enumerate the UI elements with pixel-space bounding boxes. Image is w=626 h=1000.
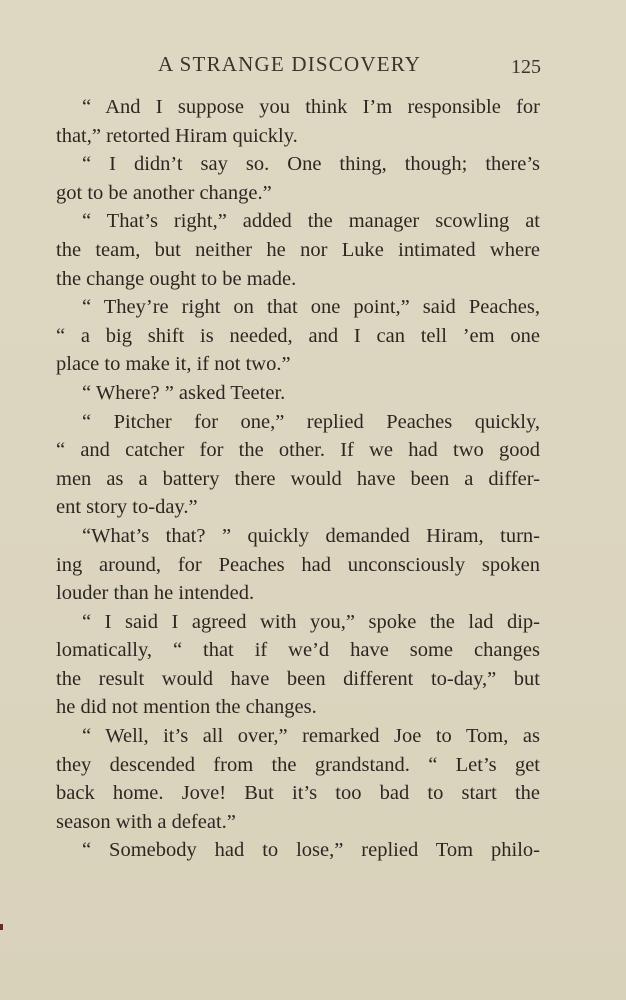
body-text <box>56 93 540 865</box>
text-line: “ Well, it’s all over,” remarked Joe to Tom, as <box>82 725 540 748</box>
text-line: ent story to-day.” <box>56 496 198 519</box>
text-line: place to make it, if not two.” <box>56 353 291 376</box>
text-line: louder than he intended. <box>56 582 255 605</box>
text-line: the team, but neither he nor Luke intimated where <box>56 238 540 261</box>
text-line: “ They’re right on that one point,” said Peaches, <box>82 296 540 319</box>
text-line: ing around, for Peaches had unconsciously spoken <box>56 553 540 576</box>
text-line: men as a battery there would have been a differ- <box>56 467 540 490</box>
text-line: that,” retorted Hiram quickly. <box>56 124 298 147</box>
text-line: season with a defeat.” <box>56 810 236 833</box>
text-line: they descended from the grandstand. “ Let’s get <box>56 753 540 776</box>
text-line: “ Pitcher for one,” replied Peaches quickly, <box>82 410 540 433</box>
text-line: “ a big shift is needed, and I can tell ’em one <box>56 324 540 347</box>
text-line: “ And I suppose you think I’m responsible for <box>82 96 540 118</box>
page-number: 125 <box>511 56 541 78</box>
margin-mark <box>0 924 3 930</box>
text-line: “ I said I agreed with you,” spoke the lad dip- <box>82 610 540 633</box>
text-line: “ Where? ” asked Teeter. <box>82 381 286 404</box>
text-line: the change ought to be made. <box>56 267 297 290</box>
page-header <box>0 52 626 82</box>
text-line: “ Somebody had to lose,” replied Tom philo- <box>82 839 540 862</box>
text-line: back home. Jove! But it’s too bad to start the <box>56 782 540 805</box>
running-title: A STRANGE DISCOVERY <box>158 52 422 76</box>
text-line: the result would have been different to-day,” but <box>56 667 540 690</box>
text-line: lomatically, “ that if we’d have some changes <box>56 639 540 662</box>
text-line: “ I didn’t say so. One thing, though; there’s <box>82 153 540 176</box>
text-line: he did not mention the changes. <box>56 696 317 719</box>
text-line: “ and catcher for the other. If we had two good <box>56 439 540 462</box>
text-line: “What’s that? ” quickly demanded Hiram, turn- <box>82 524 540 547</box>
text-line: got to be another change.” <box>56 181 272 204</box>
text-line: “ That’s right,” added the manager scowling at <box>82 210 540 233</box>
